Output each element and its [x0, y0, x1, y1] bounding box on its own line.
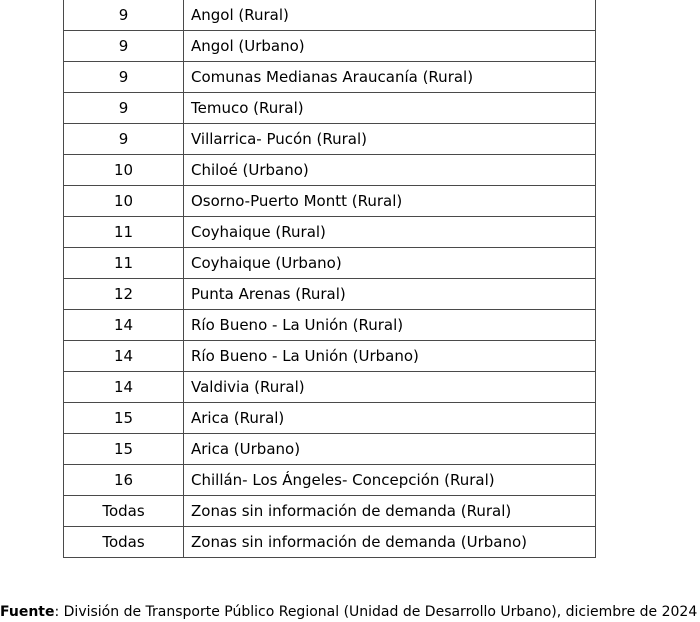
- zone-cell: Coyhaique (Rural): [184, 217, 596, 248]
- table-row: [64, 62, 596, 93]
- region-cell: 10: [64, 155, 184, 186]
- table-row: [64, 248, 596, 279]
- region-cell: 11: [64, 248, 184, 279]
- region-cell: 9: [64, 93, 184, 124]
- table-row: [64, 155, 596, 186]
- source-text: : División de Transporte Público Regional (Unidad de Desarrollo Urbano), diciembre de 2024: [54, 604, 698, 620]
- zone-cell: Punta Arenas (Rural): [184, 279, 596, 310]
- zone-cell: Arica (Urbano): [184, 434, 596, 465]
- region-cell: 9: [64, 31, 184, 62]
- zone-cell: Arica (Rural): [184, 403, 596, 434]
- region-cell: Todas: [64, 527, 184, 558]
- region-cell: 15: [64, 434, 184, 465]
- zone-cell: Osorno-Puerto Montt (Rural): [184, 186, 596, 217]
- zone-cell: Zonas sin información de demanda (Urbano): [184, 527, 596, 558]
- region-cell: 14: [64, 372, 184, 403]
- zone-cell: Chillán- Los Ángeles- Concepción (Rural): [184, 465, 596, 496]
- region-cell: 16: [64, 465, 184, 496]
- zone-cell: Valdivia (Rural): [184, 372, 596, 403]
- region-cell: 9: [64, 62, 184, 93]
- region-cell: 14: [64, 310, 184, 341]
- table-row: [64, 0, 596, 31]
- zone-cell: Chiloé (Urbano): [184, 155, 596, 186]
- table-row: [64, 93, 596, 124]
- table-row: [64, 403, 596, 434]
- region-cell: 15: [64, 403, 184, 434]
- zone-cell: Río Bueno - La Unión (Urbano): [184, 341, 596, 372]
- zone-cell: Temuco (Rural): [184, 93, 596, 124]
- zone-cell: Angol (Rural): [184, 0, 596, 31]
- region-cell: 9: [64, 0, 184, 31]
- table-row: [64, 124, 596, 155]
- zone-cell: Zonas sin información de demanda (Rural): [184, 496, 596, 527]
- zones-table: [63, 0, 596, 558]
- region-cell: 10: [64, 186, 184, 217]
- table-row: [64, 341, 596, 372]
- region-cell: 14: [64, 341, 184, 372]
- zone-cell: Coyhaique (Urbano): [184, 248, 596, 279]
- table-row: [64, 465, 596, 496]
- region-cell: 11: [64, 217, 184, 248]
- table-row: [64, 496, 596, 527]
- table-row: [64, 434, 596, 465]
- zone-cell: Comunas Medianas Araucanía (Rural): [184, 62, 596, 93]
- table-row: [64, 217, 596, 248]
- zones-table-body: [64, 0, 596, 558]
- source-label: Fuente: [0, 604, 55, 620]
- zone-cell: Villarrica- Pucón (Rural): [184, 124, 596, 155]
- region-cell: Todas: [64, 496, 184, 527]
- region-cell: 12: [64, 279, 184, 310]
- table-row: [64, 310, 596, 341]
- table-row: [64, 279, 596, 310]
- zone-cell: Río Bueno - La Unión (Rural): [184, 310, 596, 341]
- table-row: [64, 186, 596, 217]
- source-note: [0, 603, 697, 621]
- zone-cell: Angol (Urbano): [184, 31, 596, 62]
- table-row: [64, 372, 596, 403]
- region-cell: 9: [64, 124, 184, 155]
- table-row: [64, 527, 596, 558]
- table-row: [64, 31, 596, 62]
